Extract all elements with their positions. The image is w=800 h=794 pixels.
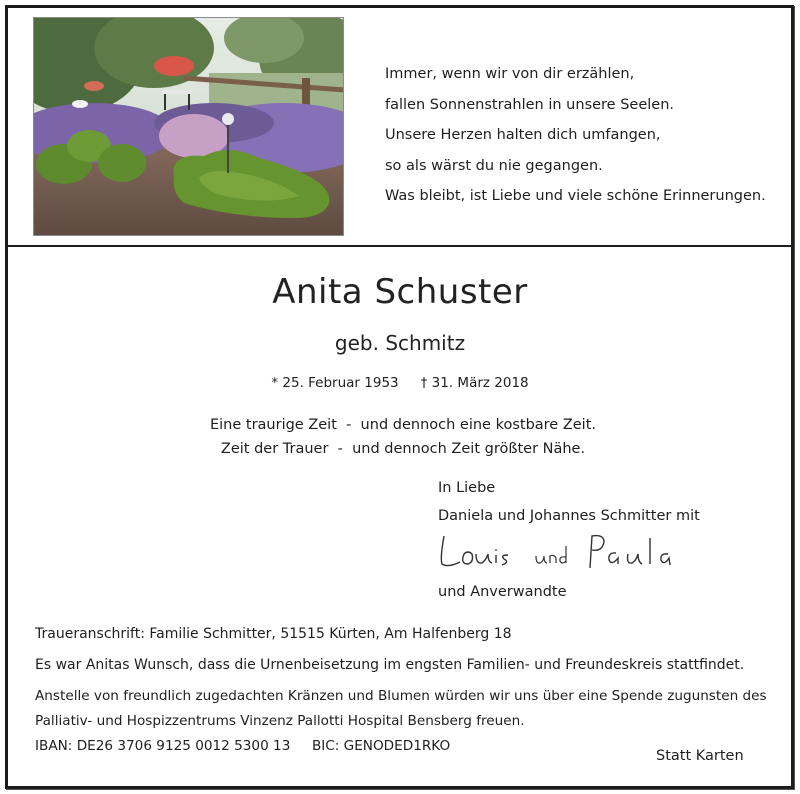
signature-intro: In Liebe [438,480,496,496]
poem-line: Was bleibt, ist Liebe und viele schöne Erinnerungen. [385,188,766,205]
birth-name: geb. Schmitz [334,331,466,355]
poem-line: fallen Sonnenstrahlen in unsere Seelen. [385,96,675,113]
poem-line: Unsere Herzen halten dich umfangen, [385,127,661,144]
life-dates [0,375,800,391]
donation-text-2: Palliativ- und Hospizzentrums Vinzenz Pallotti Hospital Bensberg freuen. [35,713,525,729]
birth-date: * 25. Februar 1953 [271,375,399,391]
motto-line: Zeit der Trauer - und dennoch Zeit größter Nähe. [220,441,586,457]
poem-line: Immer, wenn wir von dir erzählen, [385,66,635,82]
poem [385,59,766,212]
death-date: † 31. März 2018 [420,375,529,391]
handwritten-signature [438,528,688,578]
signature-relatives: und Anverwandte [438,584,567,600]
motto-line: Eine traurige Zeit - und dennoch eine kostbare Zeit. [209,417,597,433]
statt-karten: Statt Karten [656,748,744,764]
mourning-address: Traueranschrift: Familie Schmitter, 51515 Kürten, Am Halfenberg 18 [35,626,512,642]
signature-names: Daniela und Johannes Schmitter mit [438,508,700,524]
section-divider [5,245,794,247]
burial-wish: Es war Anitas Wunsch, dass die Urnenbeisetzung im engsten Familien- und Freundeskreis stattfindet. [35,657,745,673]
bank-details: IBAN: DE26 3706 9125 0012 5300 13 BIC: GENODED1RKO [35,738,451,754]
poem-line: so als wärst du nie gegangen. [385,157,603,174]
garden-photo [33,17,344,236]
donation-text-1: Anstelle von freundlich zugedachten Kränzen und Blumen würden wir uns über eine Spende zugunsten des [35,688,767,704]
deceased-name: Anita Schuster [272,272,528,312]
motto [0,413,800,461]
